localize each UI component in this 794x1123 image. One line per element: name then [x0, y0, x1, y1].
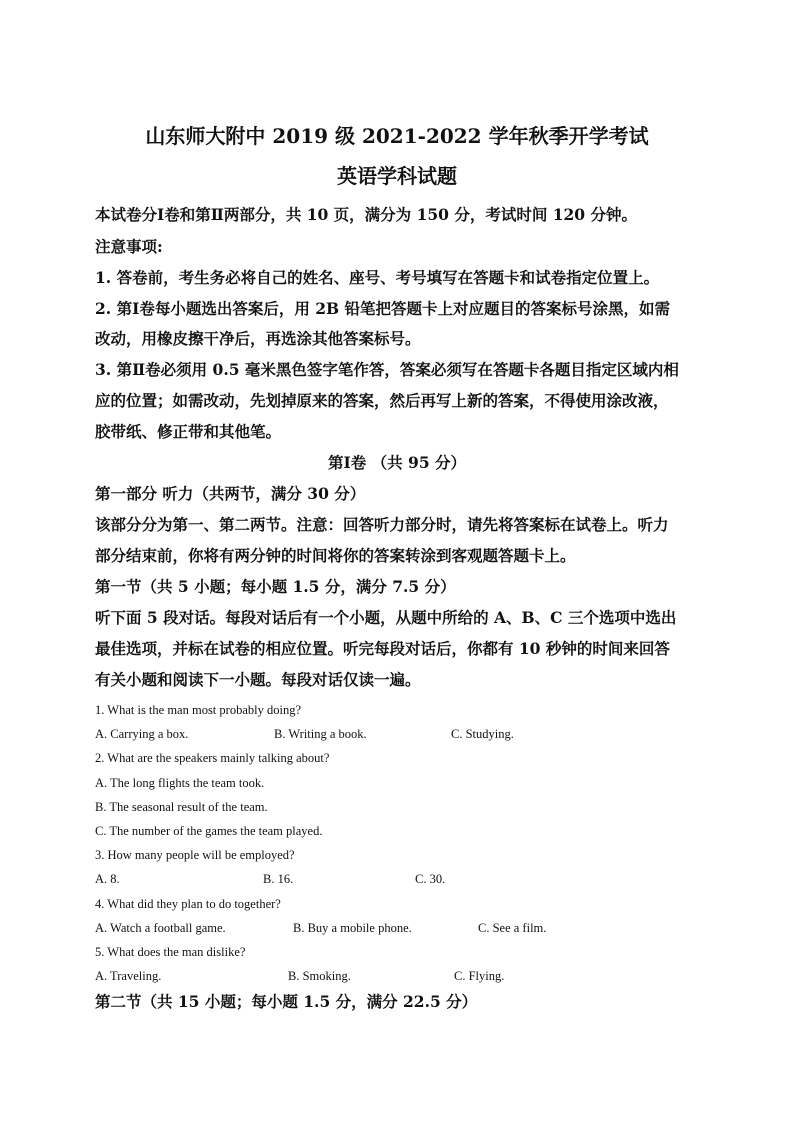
section-1-instruction-line-2: 最佳选项，并标在试卷的相应位置。听完每段对话后，你都有 10 秒钟的时间来回答 — [95, 639, 670, 658]
section-1-heading: 第一节（共 5 小题；每小题 1.5 分，满分 7.5 分） — [95, 577, 456, 596]
option-a: A. Traveling. — [95, 969, 162, 983]
option-c: C. Studying. — [451, 727, 514, 741]
part-1-desc-line-1: 该部分分为第一、第二两节。注意：回答听力部分时，请先将答案标在试卷上。听力 — [95, 515, 669, 534]
question-stem: 3. How many people will be employed? — [95, 848, 295, 862]
option-a: A. Carrying a box. — [95, 727, 189, 741]
question-stem: 1. What is the man most probably doing? — [95, 703, 301, 717]
option-b: B. Buy a mobile phone. — [293, 921, 412, 935]
exam-intro: 本试卷分Ⅰ卷和第Ⅱ两部分，共 10 页，满分为 150 分，考试时间 120 分钟。 — [95, 205, 637, 224]
exam-title: 山东师大附中 2019 级 2021-2022 学年秋季开学考试 — [145, 124, 649, 148]
section-2-heading: 第二节（共 15 小题；每小题 1.5 分，满分 22.5 分） — [95, 992, 478, 1011]
option-a: A. The long flights the team took. — [95, 776, 265, 790]
question-stem: 5. What does the man dislike? — [95, 945, 246, 959]
section-1-instruction-line-1: 听下面 5 段对话。每段对话后有一个小题，从题中所给的 A、B、C 三个选项中选出 — [95, 608, 677, 627]
option-b: B. The seasonal result of the team. — [95, 800, 268, 814]
option-b: B. Smoking. — [288, 969, 351, 983]
volume-1-heading: 第Ⅰ卷 （共 95 分） — [327, 453, 466, 472]
option-c: C. See a film. — [478, 921, 547, 935]
part-1-heading: 第一部分 听力（共两节，满分 30 分） — [95, 484, 366, 503]
option-b: B. Writing a book. — [274, 727, 367, 741]
exam-subtitle: 英语学科试题 — [337, 164, 457, 188]
part-1-desc-line-2: 部分结束前，你将有两分钟的时间将你的答案转涂到客观题答题卡上。 — [95, 546, 576, 565]
note-3-line-1: 3. 第Ⅱ卷必须用 0.5 毫米黑色签字笔作答，答案必须写在答题卡各题目指定区域内相 — [95, 360, 679, 379]
note-1: 1. 答卷前，考生务必将自己的姓名、座号、考号填写在答题卡和试卷指定位置上。 — [95, 268, 660, 287]
notes-heading: 注意事项: — [95, 237, 163, 256]
question-stem: 4. What did they plan to do together? — [95, 897, 281, 911]
section-1-instruction-line-3: 有关小题和阅读下一小题。每段对话仅读一遍。 — [95, 670, 421, 689]
option-c: C. Flying. — [454, 969, 505, 983]
question-stem: 2. What are the speakers mainly talking about? — [95, 751, 330, 765]
option-c: C. The number of the games the team played. — [95, 824, 323, 838]
note-3-line-2: 应的位置；如需改动，先划掉原来的答案，然后再写上新的答案，不得使用涂改液， — [95, 391, 669, 410]
note-3-line-3: 胶带纸、修正带和其他笔。 — [95, 422, 282, 441]
note-2-line-1: 2. 第Ⅰ卷每小题选出答案后，用 2B 铅笔把答题卡上对应题目的答案标号涂黑，如需 — [95, 299, 671, 318]
option-a: A. Watch a football game. — [95, 921, 226, 935]
note-2-line-2: 改动，用橡皮擦干净后，再选涂其他答案标号。 — [95, 329, 421, 348]
option-c: C. 30. — [415, 872, 446, 886]
option-a: A. 8. — [95, 872, 120, 886]
option-b: B. 16. — [263, 872, 294, 886]
